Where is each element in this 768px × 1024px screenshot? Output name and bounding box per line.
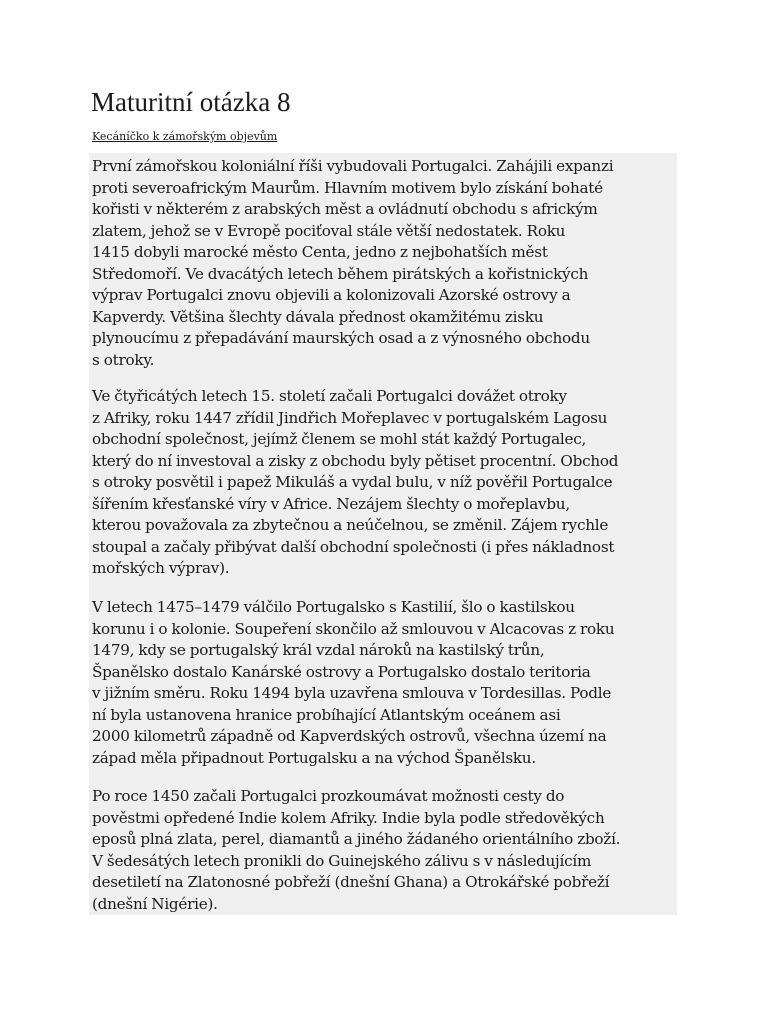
paragraph-3: V letech 1475–1479 válčilo Portugalsko s Kastilií, šlo o kastilskou korunu i o kolonie. Soupeření skončilo až smlouvou v Alcacovas z roku 1479, kdy se portugalský král vzdal nároků na kastilský trůn, Španělsko dostalo Kanárské ostrovy a Portugalsko dostalo teritoria v jižním směru. Roku 1494 byla uzavřena smlouva v Tordesillas. Podle ní byla ustanovena hranice probíhající Atlantským oceánem asi 2000 kilometrů západně od Kapverdských ostrovů, všechna území na západ měla připadnout Portugalsku a na východ Španělsku. [92, 598, 615, 767]
paragraph-2: Ve čtyřicátých letech 15. století začali Portugalci dovážet otroky z Afriky, roku 1447 zřídil Jindřich Mořeplavec v portugalském Lagosu obchodní společnost, jejímž členem se mohl stát každý Portugalec, který do ní investoval a zisky z obchodu byly pětiset procentní. Obchod s otroky posvětil i papež Mikuláš a vydal bulu, v níž pověřil Portugalce šířením křesťanské víry v Africe. Nezájem šlechty o mořeplavbu, kterou považovala za zbytečnou a neúčelnou, se změnil. Zájem rychle stoupal a začaly přibývat další obchodní společnosti (i přes nákladnost mořských výprav). [92, 387, 619, 577]
paragraph-1: První zámořskou koloniální říši vybudovali Portugalci. Zahájili expanzi proti severoafrickým Maurům. Hlavním motivem bylo získání bohaté kořisti v některém z arabských měst a ovládnutí obchodu s africkým zlatem, jehož se v Evropě pociťoval stále větší nedostatek. Roku 1415 dobyli marocké město Centa, jedno z nejbohatších měst Středomoří. Ve dvacátých letech během pirátských a kořistnických výprav Portugalci znovu objevili a kolonizovali Azorské ostrovy a Kapverdy. Většina šlechty dávala přednost okamžitému zisku plynoucímu z přepadávání maurských osad a z výnosného obchodu s otroky. [92, 157, 614, 369]
document-subtitle: Kecáníčko k zámořským objevům [92, 130, 278, 143]
document-body [89, 153, 677, 915]
page-title: Maturitní otázka 8 [91, 87, 291, 117]
paragraph-4: Po roce 1450 začali Portugalci prozkoumávat možnosti cesty do pověstmi opředené Indie kolem Afriky. Indie byla podle středověkých eposů plná zlata, perel, diamantů a jiného žádaného orientálního zboží. V šedesátých letech pronikli do Guinejského zálivu s v následujícím desetiletí na Zlatonosné pobřeží (dnešní Ghana) a Otrokářské pobřeží (dnešní Nigérie). [92, 787, 621, 913]
